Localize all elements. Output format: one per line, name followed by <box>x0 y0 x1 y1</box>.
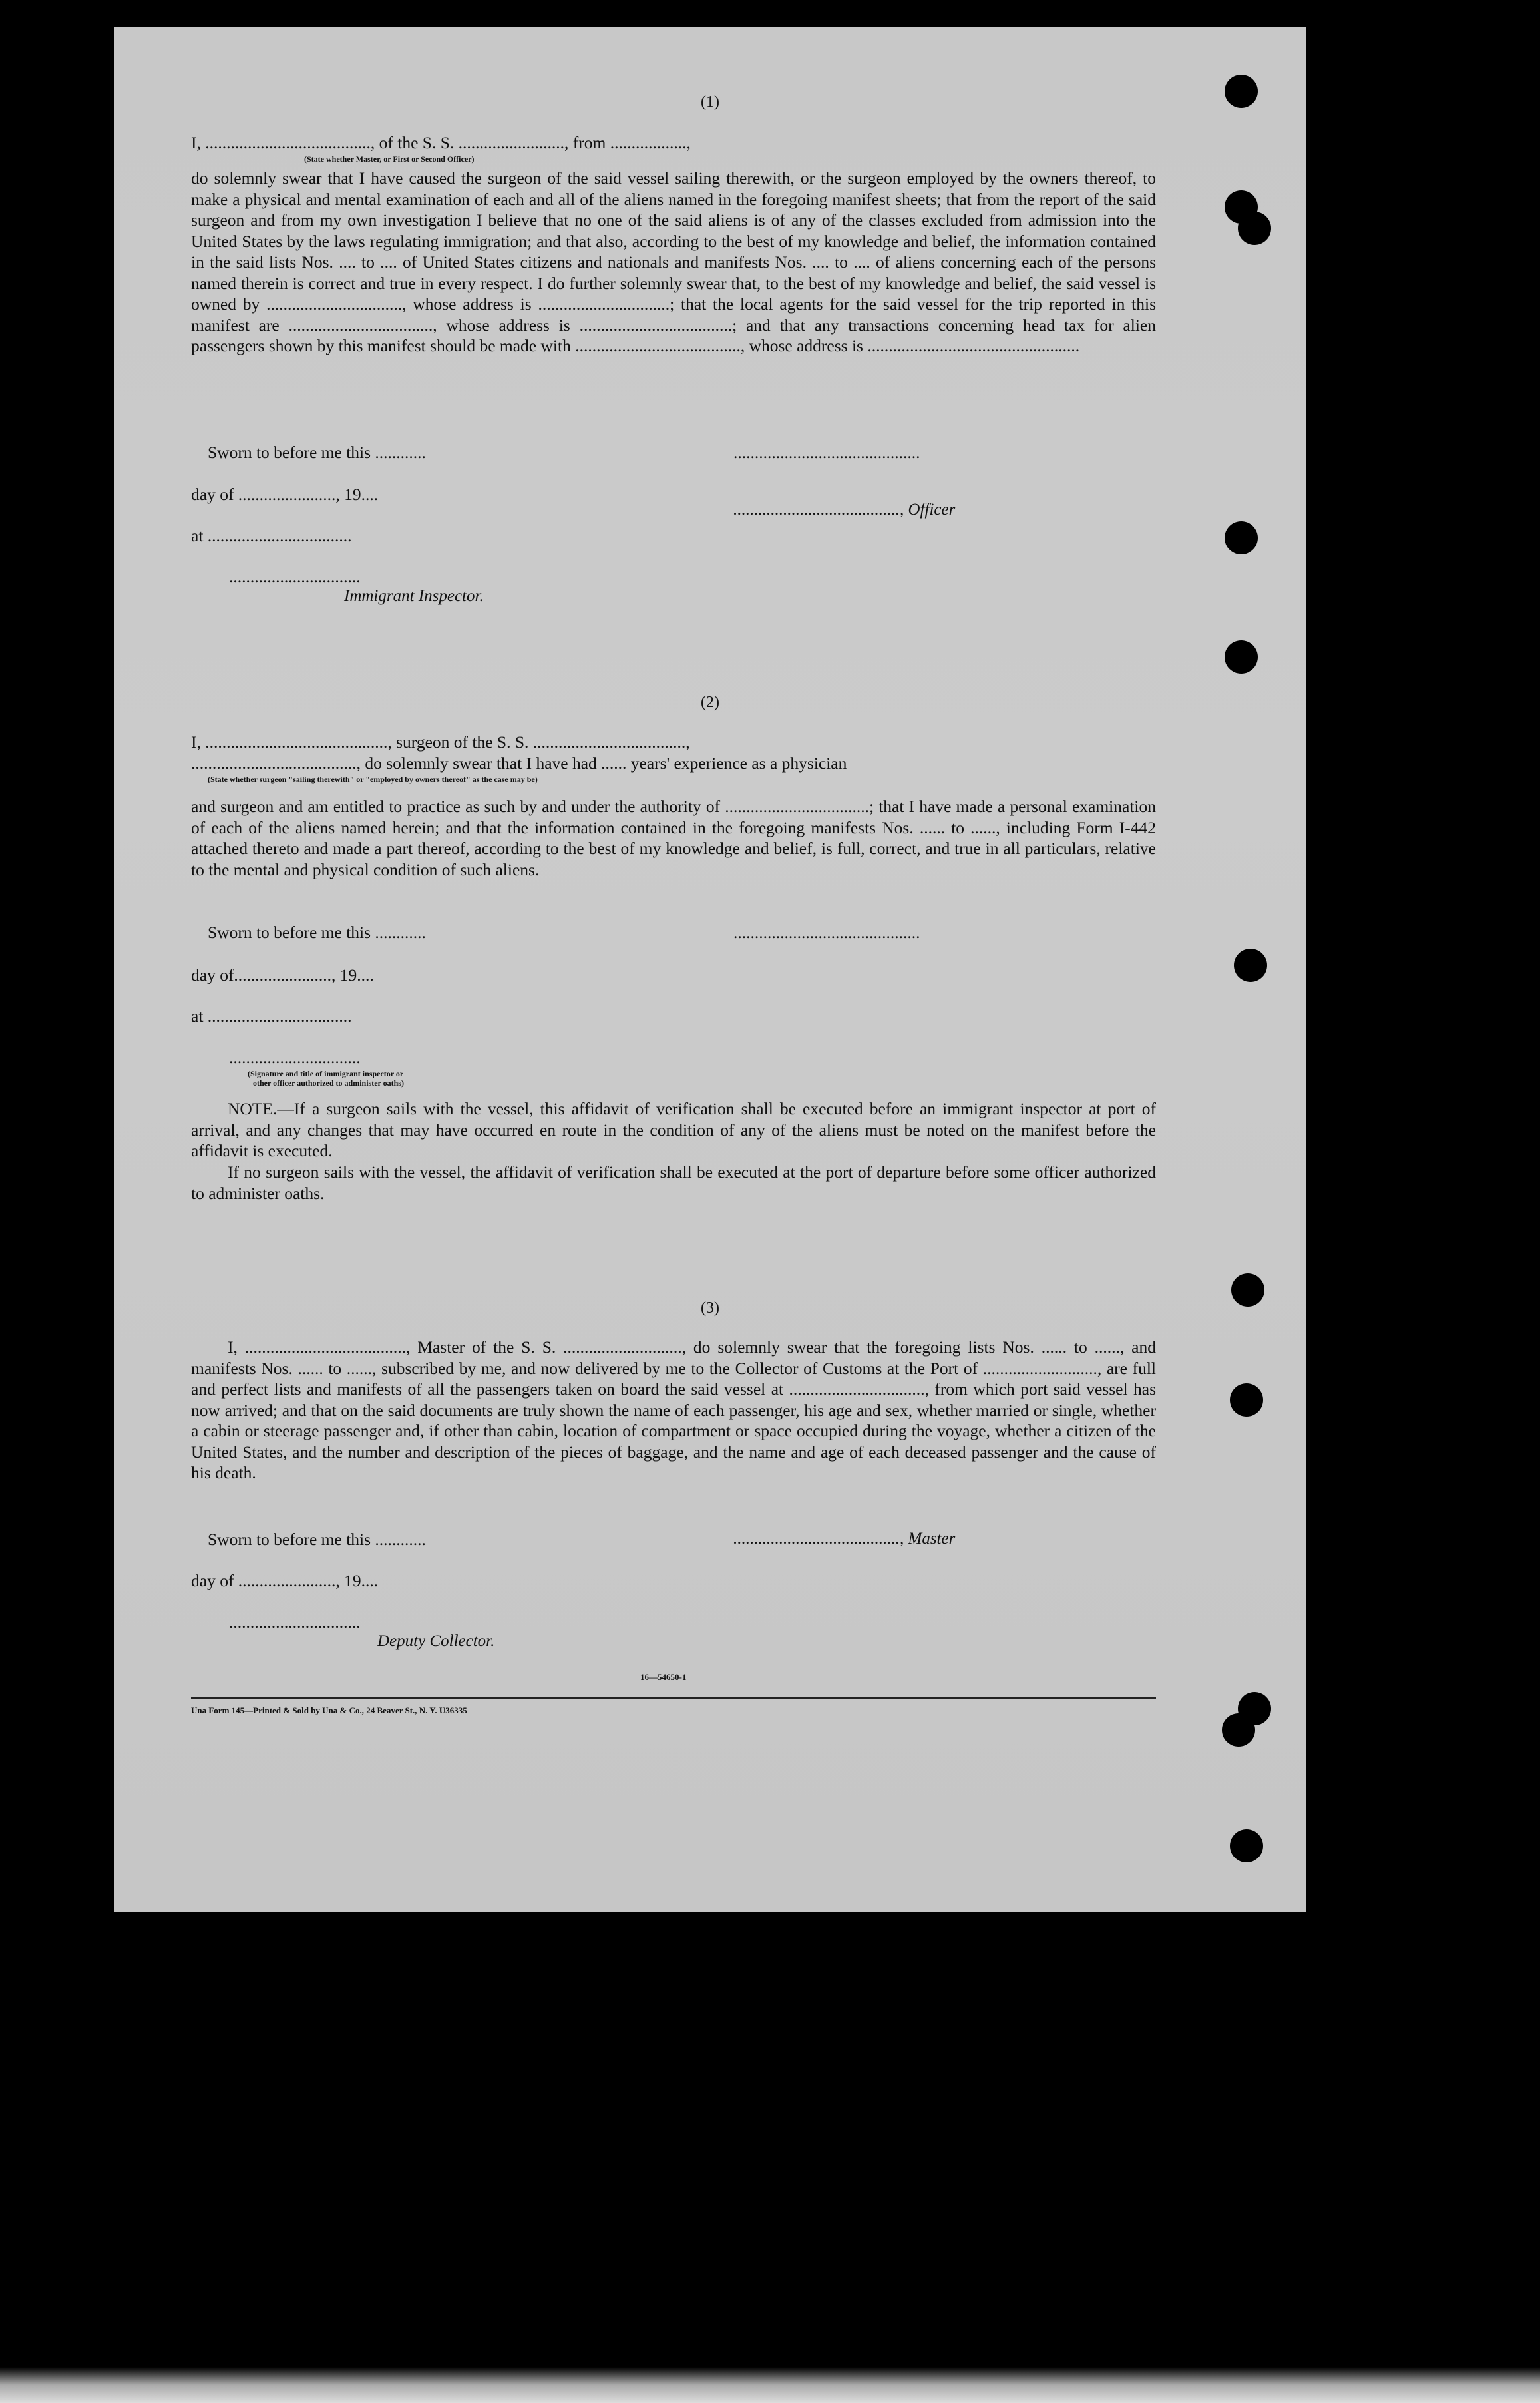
affidavit-3-sworn: Sworn to before me this ............ <box>208 1530 426 1549</box>
affidavit-1-at: at .................................. <box>191 526 352 545</box>
affidavit-2-signature-line: ............................................ <box>733 923 920 942</box>
affidavit-3-body: I, ......................................, Master of the S. S. ............................, do solemnly swear that the foregoing lists Nos. ...... to ......, and manifests Nos. ...... to ......, subscribed by me, and now delivered by me to the Collector of Customs at the Port of ..........................., are full and perfect lists and manifests of all the passengers taken on board the said vessel at ................................, from which port said vessel has now arrived; and that on the said documents are truly shown the name of each passenger, his age and sex, whether married or single, whether a cabin or steerage passenger and, if other than cabin, location of compartment or space occupied during the voyage, whether a citizen of the United States, and the number and description of the pieces of baggage, and the name and age of each deceased passenger and the cause of his death. <box>191 1337 1156 1482</box>
affidavit-2-line2: ......................................., do solemnly swear that I have had ...... years' experience as a physician <box>191 754 847 773</box>
affidavit-1-day: day of ......................., 19.... <box>191 485 379 504</box>
affidavit-1-opening: I, ......................................., of the S. S. ........................., from .................., <box>191 133 691 152</box>
affidavit-2-note-paragraph-2: If no surgeon sails with the vessel, the affidavit of verification shall be executed at the port of departure before some officer authorized to administer oaths. <box>191 1162 1156 1203</box>
affidavit-2-day: day of......................., 19.... <box>191 965 374 984</box>
affidavit-1-number: (1) <box>701 93 719 110</box>
form-number: 16—54650-1 <box>640 1672 687 1682</box>
punch-hole <box>1230 1383 1263 1417</box>
affidavit-1-inspector: Immigrant Inspector. <box>344 587 484 605</box>
punch-hole <box>1225 521 1258 554</box>
affidavit-2-signature-note-2: other officer authorized to administer oaths) <box>253 1078 404 1088</box>
punch-hole <box>1230 1829 1263 1862</box>
printer-credit: Una Form 145—Printed & Sold by Una & Co., 24 Beaver St., N. Y. U36335 <box>191 1705 467 1715</box>
affidavit-2-note: (State whether surgeon "sailing therewith" or "employed by owners thereof" as the case may be) <box>208 775 538 784</box>
affidavit-1-note: (State whether Master, or First or Second Officer) <box>304 154 475 164</box>
affidavit-1-inspector-line: ............................... <box>229 567 361 586</box>
punch-hole <box>1225 640 1258 674</box>
affidavit-2-signature-note-1: (Signature and title of immigrant inspector or <box>248 1069 404 1078</box>
punch-hole <box>1234 949 1267 982</box>
affidavit-1-body: do solemnly swear that I have caused the surgeon of the said vessel sailing therewith, or the surgeon employed by the owners thereof, to make a physical and mental examination of each and all of the aliens named in the foregoing manifest sheets; that from the report of the said surgeon and from my own investigation I believe that no one of the said aliens is of any of the classes excluded from admission into the United States by the laws regulating immigration; and that also, according to the best of my knowledge and belief, the information contained in the said lists Nos. .... to .... of United States citizens and nationals and manifests Nos. .... to .... of aliens concerning each of the persons named therein is correct and true in every respect. I do further solemnly swear that, to the best of my knowledge and belief, the said vessel is owned by ................................, whose address is ...............................; that the local agents for the said vessel for the trip reported in this manifest are .................................., whose address is ....................................; and that any transactions concerning head tax for alien passengers shown by this manifest should be made with ......................................., whose address is .................................................. <box>191 168 1156 355</box>
affidavit-2-sworn: Sworn to before me this ............ <box>208 923 426 942</box>
footer-rule <box>191 1697 1156 1699</box>
affidavit-3-collector-line: ............................... <box>229 1612 361 1632</box>
punch-hole <box>1238 212 1271 245</box>
affidavit-3-master: ........................................, Master <box>733 1530 956 1548</box>
document-page <box>114 27 1306 1912</box>
affidavit-2-inspector-line: ............................... <box>229 1048 361 1067</box>
affidavit-1-sworn: Sworn to before me this ............ <box>208 443 426 462</box>
affidavit-1-officer: ........................................, Officer <box>733 501 956 519</box>
affidavit-2-body: and surgeon and am entitled to practice as such by and under the authority of ..................................; that I have made a personal examination of each of the aliens named herein; and that the information contained in the foregoing manifests Nos. ...... to ......, including Form I-442 attached thereto and made a part thereof, according to the best of my knowledge and belief, is full, correct, and true in all particulars, relative to the mental and physical condition of such aliens. <box>191 797 1156 879</box>
affidavit-2-number: (2) <box>701 694 719 711</box>
affidavit-3-number: (3) <box>701 1299 719 1317</box>
affidavit-2-at: at .................................. <box>191 1006 352 1026</box>
affidavit-2-line1: I, ..........................................., surgeon of the S. S. ...................................., <box>191 732 690 752</box>
affidavit-2-note-paragraph-1: NOTE.—If a surgeon sails with the vessel, this affidavit of verification shall be executed before an immigrant inspector at port of arrival, and any changes that may have occurred en route in the condition of any of the aliens must be noted on the manifest before the affidavit is executed. <box>191 1099 1156 1160</box>
affidavit-3-day: day of ......................., 19.... <box>191 1571 379 1590</box>
punch-hole <box>1222 1713 1255 1747</box>
scan-edge-streak <box>0 2343 1540 2403</box>
affidavit-3-collector: Deputy Collector. <box>377 1632 495 1650</box>
affidavit-1-signature-line: ............................................ <box>733 443 920 462</box>
